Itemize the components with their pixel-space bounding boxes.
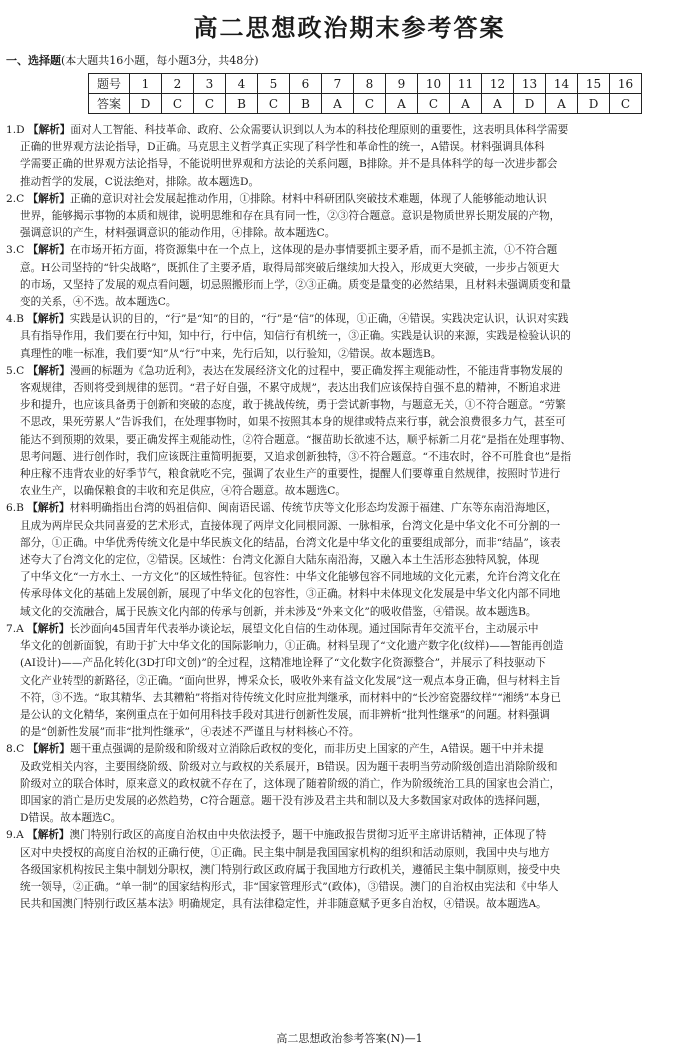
answer-cell: A [450, 94, 482, 114]
analysis-tag: 【解析】 [27, 622, 70, 635]
explanation-text: 面对人工智能、科技革命、政府、公众需要认识到以人为本的科技伦理原则的重要性，这表明具体科学需要 [70, 124, 569, 136]
analysis-tag: 【解析】 [27, 743, 70, 756]
explanation-text: 实践是认识的目的，“行”是“知”的目的，“行”是“信”的体现，①正确，④错误。实践决定认识，认识对实践 [69, 313, 569, 326]
question-answer-label: 2.C [6, 192, 25, 205]
question-number: 3 [194, 74, 226, 94]
explanation-line: 区对中央授权的高度自治权的正确行使，①正确。民主集中制是我国国家机构的组织和活动原则，我国中央与地方 [20, 846, 550, 859]
analysis-tag: 【解析】 [27, 313, 70, 326]
question-number: 1 [130, 74, 162, 94]
explanation-line: 世界，能够揭示事物的本质和规律，说明思维和存在具有同一性，②③符合题意。意识是物质世界长期发展的产物， [20, 210, 561, 223]
answer-cell: A [386, 94, 418, 114]
analysis-tag: 【解析】 [27, 244, 70, 257]
explanation-text: 材料明确指出台湾的妈祖信仰、闽南语民谣、传统节庆等文化形态均发源于福建、广东等东南沿海地区， [69, 502, 557, 515]
explanation-item [6, 500, 692, 620]
answer-cell: C [354, 94, 386, 114]
explanation-item [6, 242, 692, 311]
question-number: 15 [578, 74, 610, 94]
question-number: 14 [546, 74, 578, 94]
analysis-tag: 【解析】 [27, 829, 70, 842]
explanation-first-line [6, 122, 692, 139]
explanation-line: 华文化的创新面貌，有助于扩大中华文化的国际影响力，①正确。材料呈现了“文化遗产数字化(纹样)——智能再创造 [20, 640, 564, 653]
explanation-line: 民共和国澳门特别行政区基本法》明确规定，具有法律稳定性，并非随意赋予更多自治权，④错误。故本题选A。 [20, 898, 547, 911]
explanation-line: 的是“创新性发展”而非“批判性继承”，④表述不严谨且与材料核心不符。 [20, 726, 360, 739]
explanation-line: 文化产业转型的新路径，②正确。“面向世界，博采众长，吸收外来有益文化发展”这一观点本身正确，但与材料主旨 [20, 674, 561, 687]
explanation-text: 在市场开拓方面，将资源集中在一个点上，这体现的是办事情要抓主要矛盾，而不是抓主流，①不符合题 [69, 244, 558, 257]
explanation-first-line [6, 191, 692, 208]
answer-cell: D [578, 94, 610, 114]
explanation-first-line [6, 242, 692, 259]
section-heading-label: 一、选择题 [6, 54, 61, 67]
question-number: 8 [354, 74, 386, 94]
question-number: 6 [290, 74, 322, 94]
explanation-item [6, 827, 692, 913]
explanation-text: 长沙面向45国青年代表举办谈论坛，展望文化自信的生动体现。通过国际青年交流平台，主动展示中 [69, 622, 539, 635]
explanation-line: 述夸大了台湾文化的定位，②错误。区域性：台湾文化源自大陆东南沿海，又融入本土生活形态独特风貌，体现 [20, 554, 540, 567]
explanation-first-line [6, 311, 692, 328]
explanation-line: 种庄稼不违背农业的好季节气，粮食就吃不完，强调了农业生产的重要性，提醒人们要尊重自然规律，按照时节进行 [20, 468, 561, 481]
explanation-text: 澳门特别行政区的高度自治权由中央依法授予，题干中施政报告贯彻习近平主席讲话精神，正体现了特 [69, 829, 547, 842]
question-number: 4 [226, 74, 258, 94]
explanation-item [6, 741, 692, 827]
page-title: 高二思想政治期末参考答案 [193, 14, 506, 42]
section-heading [6, 52, 259, 68]
explanation-first-line [6, 741, 692, 758]
explanation-line: 正确的世界观方法论指导，D正确。马克思主义哲学真正实现了科学性和革命性的统一，A错误。材料强调具体科 [20, 141, 545, 154]
question-answer-label: 9.A [6, 829, 24, 842]
question-answer-label: 8.C [6, 743, 25, 756]
answer-table-number-row [89, 74, 642, 94]
answer-cell: C [162, 94, 194, 114]
explanation-line: 不符，③不选。“取其精华、去其糟粕”将指对待传统文化时应批判继承，而材料中的“长沙窑瓷器纹样”“湘绣”本身已 [20, 691, 561, 704]
row-label-number: 题号 [89, 74, 130, 94]
answer-cell: C [418, 94, 450, 114]
question-answer-label: 3.C [6, 244, 25, 257]
question-answer-label: 6.B [6, 502, 24, 515]
question-number: 11 [450, 74, 482, 94]
answer-table-answer-row [89, 94, 642, 114]
answer-table [88, 73, 642, 114]
answer-cell: B [226, 94, 258, 114]
question-number: 12 [482, 74, 514, 94]
explanation-first-line [6, 827, 692, 844]
explanation-line: 意。H公司坚持的“针尖战略”，既抓住了主要矛盾，取得局部突破后继续加大投入，形成更大突破，一步步占领更大 [20, 261, 560, 274]
explanation-text: 正确的意识对社会发展起推动作用，①排除。材料中科研团队突破技术难题，体现了人能够能动地认识 [69, 192, 547, 205]
explanation-item [6, 122, 692, 191]
explanation-line: D错误。故本题选C。 [20, 812, 122, 825]
explanation-line: 统一领导，②正确。“单一制”的国家结构形式，非“国家管理形式”(政体)，③错误。澳门的自治权由宪法和《中华人 [20, 880, 559, 893]
analysis-tag: 【解析】 [27, 124, 71, 136]
explanation-line: 域文化的交流融合，属于民族文化内部的传承与创新，并未涉及“外来文化”的吸收借鉴，④错误。故本题选B。 [20, 605, 537, 618]
explanation-line: 思考问题、进行创作时，我们应该既注重简明扼要，又追求创新独特，③不符合题意。“不违农时，谷不可胜食也”是指 [20, 450, 572, 463]
explanation-line: 部分，①正确。中华优秀传统文化是中华民族文化的结晶，台湾文化是中华文化的重要组成部分，而非“结晶”，该表 [20, 536, 561, 549]
explanation-line: (AI设计)——产品化转化(3D打印文创)”的全过程，这精准地诠释了“文化数字化资源整合”，并展示了科技驱动下 [20, 657, 546, 670]
question-answer-label: 7.A [6, 622, 24, 635]
explanation-text: 漫画的标题为《急功近利》，表达在发展经济文化的过程中，要正确发挥主观能动性，不能违背事物发展的 [69, 364, 563, 377]
analysis-tag: 【解析】 [27, 192, 70, 205]
explanation-text: 题干重点强调的是阶级和阶级对立消除后政权的变化，而非历史上国家的产生，A错误。题干中并未提 [69, 743, 544, 756]
question-answer-label: 1.D [6, 124, 25, 136]
explanation-line: 能达不到预期的效果，要正确发挥主观能动性，②符合题意。“揠苗助长欲速不达，顺乎标新二月花”是指在处理事物、 [20, 433, 572, 446]
page-footer: 高二思想政治参考答案(N)—1 [276, 1032, 423, 1045]
explanation-item [6, 363, 692, 501]
explanation-line: 推动哲学的发展，C说法绝对，排除。故本题选D。 [20, 175, 260, 188]
explanation-line: 且成为两岸民众共同喜爱的艺术形式，直接体现了两岸文化同根同源、一脉相承，台湾文化是中华文化不可分割的一 [20, 519, 561, 532]
question-number: 5 [258, 74, 290, 94]
question-number: 10 [418, 74, 450, 94]
explanation-line: 是公认的文化精华，案例重点在于如何用科技手段对其进行创新性发展，而非辨析“批判性继承”的问题。材料强调 [20, 708, 550, 721]
section-heading-note: (本大题共16小题，每小题3分，共48分) [61, 54, 259, 67]
explanation-line: 农业生产，以确保粮食的丰收和充足供应，④符合题意。故本题选C。 [20, 485, 346, 498]
row-label-answer: 答案 [89, 94, 130, 114]
answer-cell: A [482, 94, 514, 114]
question-number: 7 [322, 74, 354, 94]
analysis-tag: 【解析】 [27, 364, 70, 377]
explanation-first-line [6, 500, 692, 517]
explanation-line: 强调意识的产生，材料强调意识的能动作用，④排除。故本题选C。 [20, 227, 336, 240]
answer-cell: D [514, 94, 546, 114]
explanation-line: 变的关系，④不选。故本题选C。 [20, 296, 177, 309]
explanation-line: 真理性的唯一标准，我们要“知”从“行”中来，先行后知，以行验知，②错误。故本题选B。 [20, 347, 442, 360]
explanation-item [6, 191, 692, 243]
question-number: 16 [610, 74, 642, 94]
answer-explanations [6, 122, 692, 913]
answer-cell: C [194, 94, 226, 114]
explanation-line: 传承母体文化的基础上发展创新，展现了中华文化的包容性，③正确。材料中未体现文化发展是中华文化内部不同地 [20, 588, 561, 601]
explanation-item [6, 311, 692, 363]
explanation-line: 步和提升，也应该具备勇于创新和突破的态度，敢于挑战传统，勇于尝试新事物，与题意无关，①不符合题意。“劳繁 [20, 399, 566, 412]
explanation-line: 各级国家机构按民主集中制划分职权，澳门特别行政区政府属于我国地方行政机关，遵循民主集中制原则，接受中央 [20, 863, 561, 876]
explanation-line: 及政党相关内容，主要围绕阶级、阶级对立与政权的关系展开，B错误。因为题干表明当劳动阶级创造出消除阶级和 [20, 760, 558, 773]
explanation-first-line [6, 621, 692, 638]
analysis-tag: 【解析】 [27, 502, 70, 515]
answer-cell: C [258, 94, 290, 114]
explanation-line: 即国家的消亡是历史发展的必然趋势，C符合题意。题干没有涉及君主共和制以及大多数国家对政体的选择问题， [20, 794, 548, 807]
answer-cell: D [130, 94, 162, 114]
answer-cell: B [290, 94, 322, 114]
explanation-line: 了中华文化“一方水土、一方文化”的区域性特征。包容性：中华文化能够包容不同地域的文化元素，允许台湾文化在 [20, 571, 561, 584]
explanation-first-line [6, 363, 692, 380]
explanation-line: 学需要正确的世界观方法论指导，不能说明世界观和方法论的关系问题，B排除。并不是具体科学的每一次进步都会 [20, 158, 558, 171]
explanation-line: 具有指导作用，我们要在行中知，知中行，行中信，知信行有机统一，③正确。实践是认识的来源，实践是检验认识的 [20, 330, 571, 343]
question-number: 9 [386, 74, 418, 94]
explanation-line: 阶级对立的联合体时，原来意义的政权就不存在了，这体现了随着阶级的消亡，作为阶级统治工具的国家也会消亡， [20, 777, 561, 790]
question-answer-label: 5.C [6, 364, 25, 377]
answer-cell: C [610, 94, 642, 114]
answer-cell: A [546, 94, 578, 114]
question-number: 2 [162, 74, 194, 94]
question-answer-label: 4.B [6, 313, 24, 326]
explanation-line: 不思改，果死劳累人”告诉我们，在处理事物时，如果不按照其本身的规律或特点来行事，就会浪费很多力气，甚至可 [20, 416, 566, 429]
explanation-line: 客观规律，否则将受到规律的惩罚。“君子好自强，不累守成规”，表达出我们应该保持自强不息的精神，不断追求进 [20, 382, 561, 395]
answer-cell: A [322, 94, 354, 114]
explanation-item [6, 621, 692, 741]
question-number: 13 [514, 74, 546, 94]
explanation-line: 的市场，又坚持了发展的观点看问题，切忌照搬形而上学，②③正确。质变是量变的必然结果，且材料未强调质变和量 [20, 278, 571, 291]
